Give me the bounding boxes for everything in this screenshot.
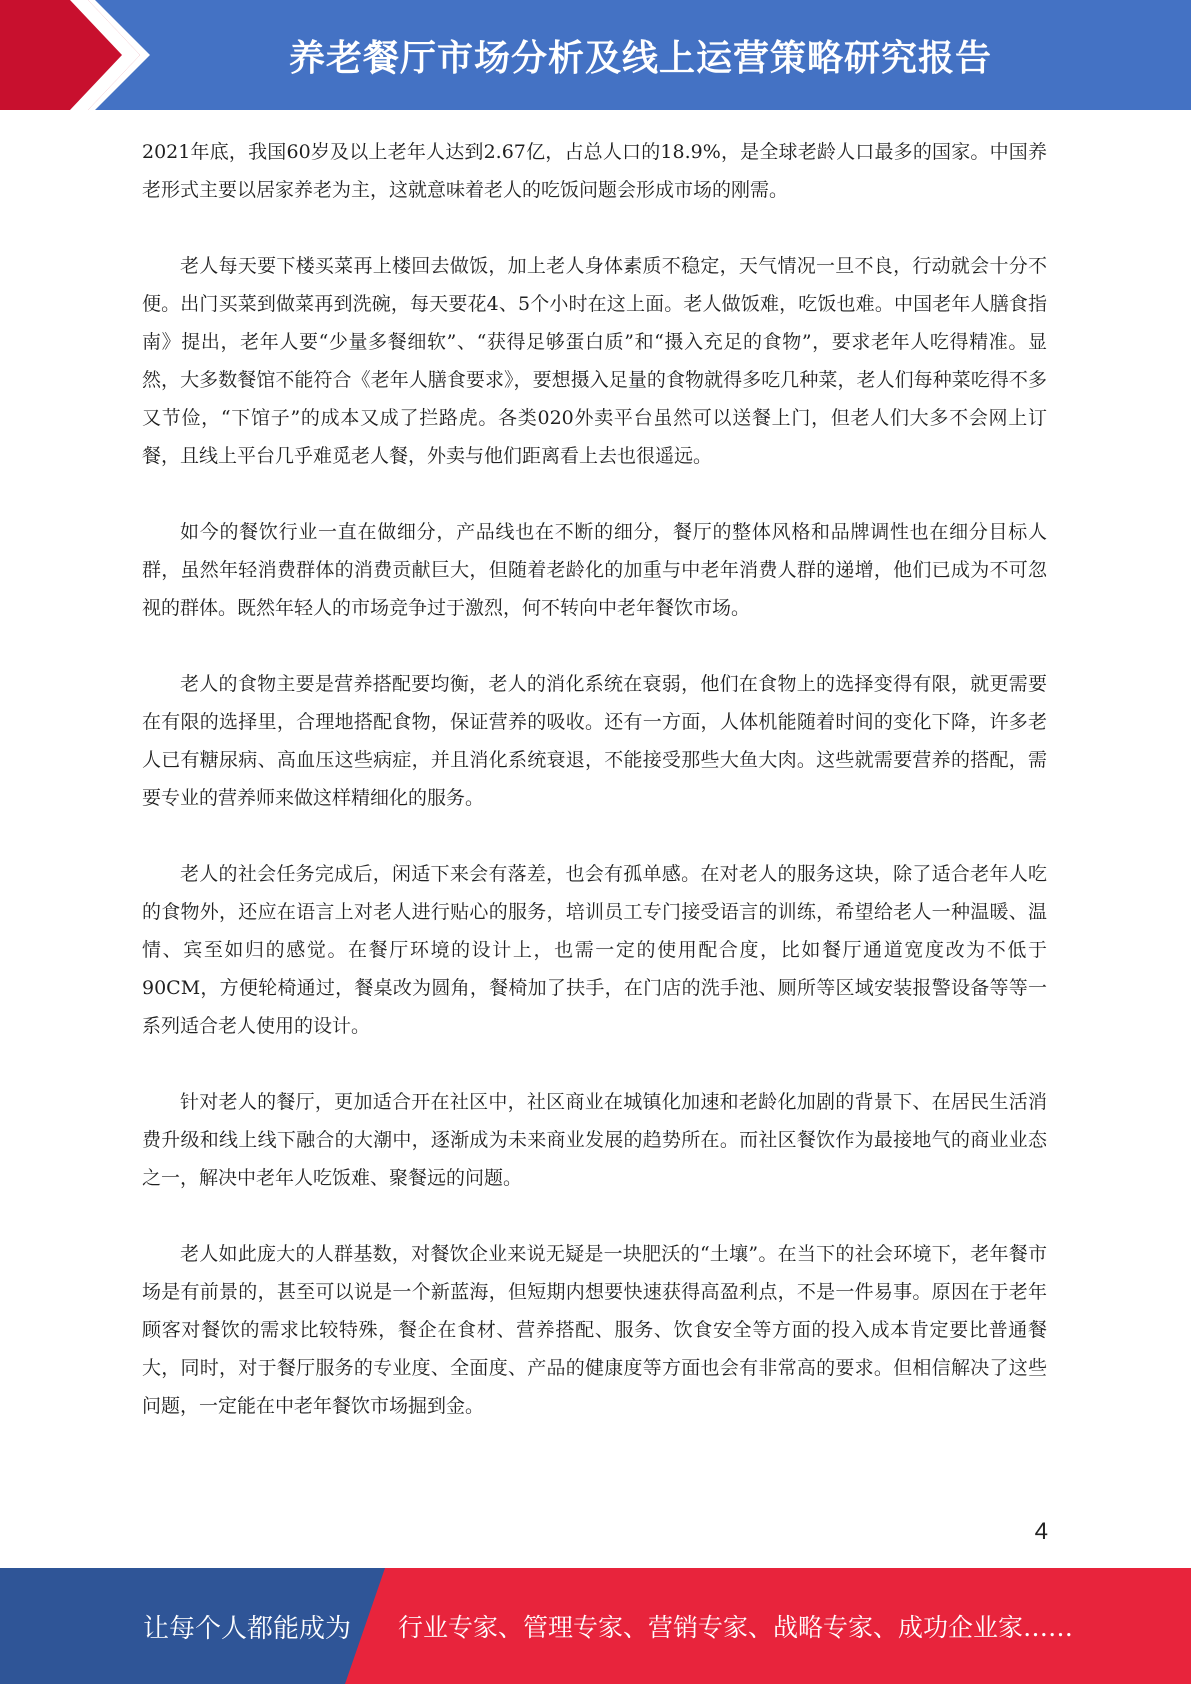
footer-banner bbox=[0, 1568, 1191, 1684]
report-body bbox=[142, 133, 1047, 1463]
paragraph-4: 老人的食物主要是营养搭配要均衡，老人的消化系统在衰弱，他们在食物上的选择变得有限，就更需要在有限的选择里，合理地搭配食物，保证营养的吸收。还有一方面，人体机能随着时间的变化下降，许多老人已有糖尿病、高血压这些病症，并且消化系统衰退，不能接受那些大鱼大肉。这些就需要营养的搭配，需要专业的营养师来做这样精细化的服务。 bbox=[142, 673, 1047, 809]
document-title: 养老餐厅市场分析及线上运营策略研究报告 bbox=[288, 37, 992, 79]
paragraph-3: 如今的餐饮行业一直在做细分，产品线也在不断的细分，餐厅的整体风格和品牌调性也在细分目标人群，虽然年轻消费群体的消费贡献巨大，但随着老龄化的加重与中老年消费人群的递增，他们已成为不可忽视的群体。既然年轻人的市场竞争过于激烈，何不转向中老年餐饮市场。 bbox=[142, 521, 1047, 619]
page-number: 4 bbox=[1034, 1518, 1048, 1545]
header-banner bbox=[0, 0, 1191, 110]
red-chevron-arrow-icon bbox=[0, 0, 160, 110]
paragraph-1: 2021年底，我国60岁及以上老年人达到2.67亿，占总人口的18.9%，是全球老龄人口最多的国家。中国养老形式主要以居家养老为主，这就意味着老人的吃饭问题会形成市场的刚需。 bbox=[142, 141, 1047, 201]
footer-slogan-left: 让每个人都能成为 bbox=[143, 1613, 352, 1644]
paragraph-6: 针对老人的餐厅，更加适合开在社区中，社区商业在城镇化加速和老龄化加剧的背景下、在居民生活消费升级和线上线下融合的大潮中，逐渐成为未来商业发展的趋势所在。而社区餐饮作为最接地气的商业业态之一，解决中老年人吃饭难、聚餐远的问题。 bbox=[142, 1091, 1047, 1189]
paragraph-2: 老人每天要下楼买菜再上楼回去做饭，加上老人身体素质不稳定，天气情况一旦不良，行动就会十分不便。出门买菜到做菜再到洗碗，每天要花4、5个小时在这上面。老人做饭难，吃饭也难。中国老年人膳食指南》提出，老年人要“少量多餐细软”、“获得足够蛋白质”和“摄入充足的食物”，要求老年人吃得精准。显然，大多数餐馆不能符合《老年人膳食要求》，要想摄入足量的食物就得多吃几种菜，老人们每种菜吃得不多又节俭，“下馆子”的成本又成了拦路虎。各类020外卖平台虽然可以送餐上门，但老人们大多不会网上订餐，且线上平台几乎难觅老人餐，外卖与他们距离看上去也很遥远。 bbox=[142, 255, 1047, 467]
footer-slogan-right: 行业专家、管理专家、营销专家、战略专家、成功企业家…… bbox=[398, 1613, 1074, 1642]
paragraph-5: 老人的社会任务完成后，闲适下来会有落差，也会有孤单感。在对老人的服务这块，除了适合老年人吃的食物外，还应在语言上对老人进行贴心的服务，培训员工专门接受语言的训练，希望给老人一种温暖、温情、宾至如归的感觉。在餐厅环境的设计上，也需一定的使用配合度，比如餐厅通道宽度改为不低于90CM，方便轮椅通过，餐桌改为圆角，餐椅加了扶手，在门店的洗手池、厕所等区域安装报警设备等等一系列适合老人使用的设计。 bbox=[142, 863, 1047, 1037]
paragraph-7: 老人如此庞大的人群基数，对餐饮企业来说无疑是一块肥沃的“土壤”。在当下的社会环境下，老年餐市场是有前景的，甚至可以说是一个新蓝海，但短期内想要快速获得高盈利点，不是一件易事。原因在于老年顾客对餐饮的需求比较特殊，餐企在食材、营养搭配、服务、饮食安全等方面的投入成本肯定要比普通餐大，同时，对于餐厅服务的专业度、全面度、产品的健康度等方面也会有非常高的要求。但相信解决了这些问题，一定能在中老年餐饮市场掘到金。 bbox=[142, 1243, 1047, 1417]
